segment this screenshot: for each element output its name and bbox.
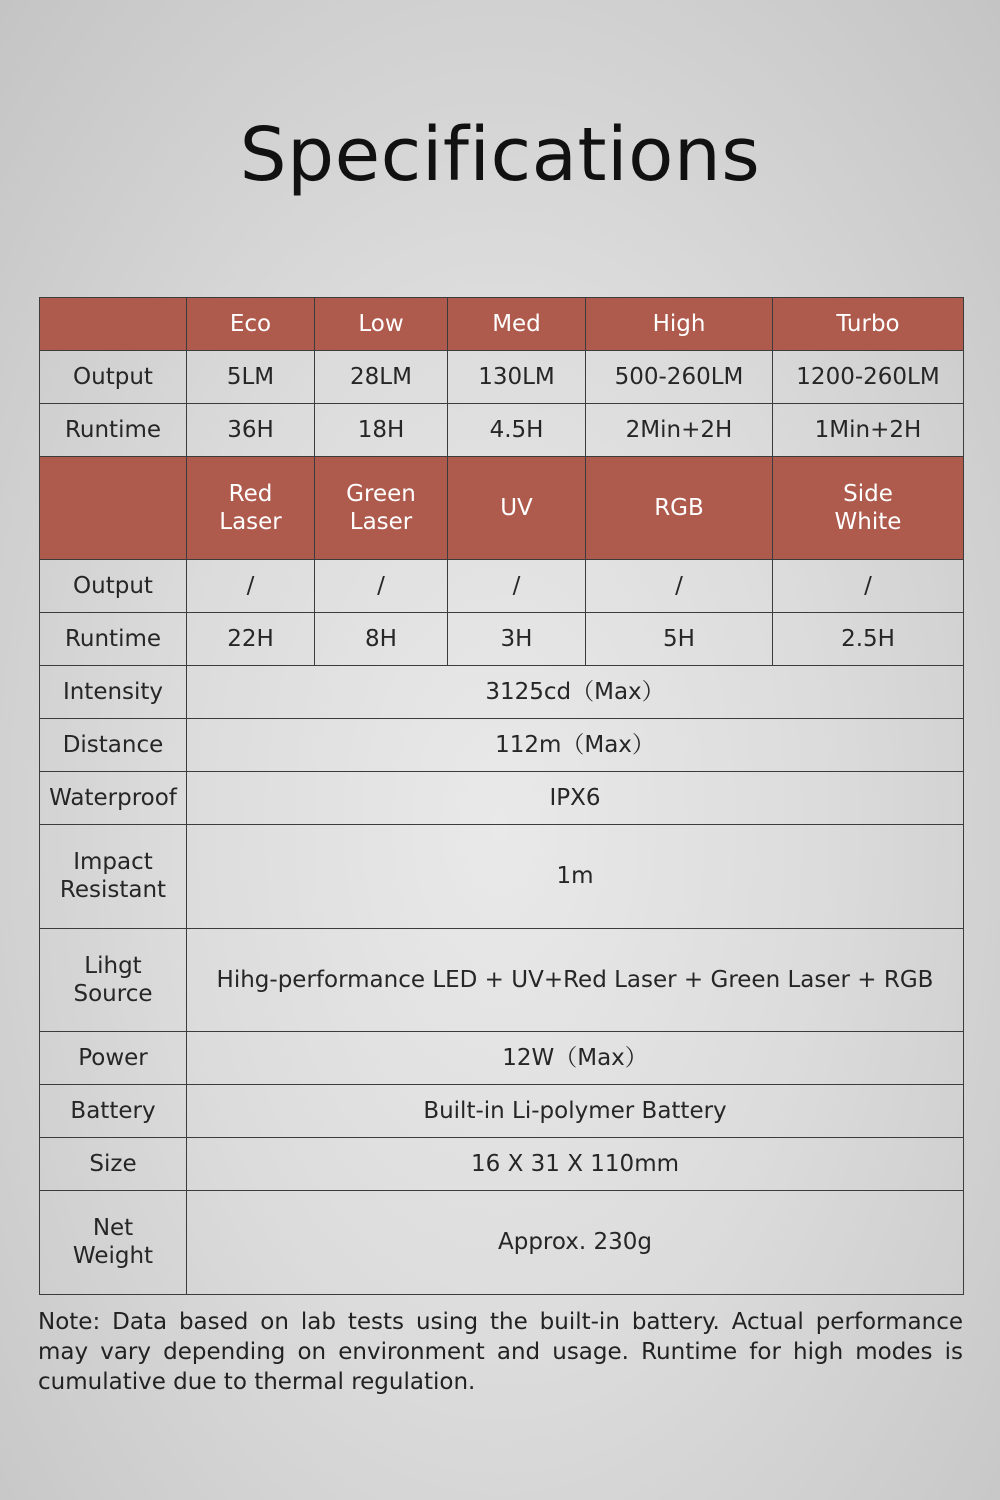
row-label: Battery (40, 1085, 187, 1138)
mode-header-cell: Low (315, 298, 448, 351)
waterproof-row (40, 771, 964, 824)
table-cell: 36H (187, 403, 315, 456)
table-cell: / (187, 560, 315, 613)
table-cell: 1200-260LM (773, 350, 964, 403)
spec-value: 112m（Max） (187, 718, 964, 771)
table-cell: 3H (448, 613, 586, 666)
distance-row (40, 718, 964, 771)
row-label: Net Weight (40, 1190, 187, 1294)
spec-value: 1m (187, 824, 964, 928)
table-cell: 28LM (315, 350, 448, 403)
table-cell: 5H (586, 613, 773, 666)
row-label: Distance (40, 718, 187, 771)
spec-value: 12W（Max） (187, 1032, 964, 1085)
light-source-row (40, 928, 964, 1032)
row-label: Intensity (40, 666, 187, 719)
aux-mode-header-cell: Side White (773, 456, 964, 560)
row-label: Size (40, 1138, 187, 1191)
aux-mode-header-cell: Green Laser (315, 456, 448, 560)
mode-header-row (40, 298, 964, 351)
spec-value: Approx. 230g (187, 1190, 964, 1294)
aux-mode-header-cell: Red Laser (187, 456, 315, 560)
table-cell: 2Min+2H (586, 403, 773, 456)
spec-value: Hihg-performance LED + UV+Red Laser + Green Laser + RGB (187, 928, 964, 1032)
table-cell: 1Min+2H (773, 403, 964, 456)
table-cell: / (773, 560, 964, 613)
header-corner-cell (40, 456, 187, 560)
row-label: Output (40, 350, 187, 403)
spec-value: 3125cd（Max） (187, 666, 964, 719)
row-label: Runtime (40, 613, 187, 666)
aux-mode-header-row (40, 456, 964, 560)
table-cell: 8H (315, 613, 448, 666)
impact-resistant-row (40, 824, 964, 928)
table-cell: 4.5H (448, 403, 586, 456)
header-corner-cell (40, 298, 187, 351)
mode-header-cell: High (586, 298, 773, 351)
spec-value: Built-in Li-polymer Battery (187, 1085, 964, 1138)
row-label: Output (40, 560, 187, 613)
aux-mode-header-cell: RGB (586, 456, 773, 560)
intensity-row (40, 666, 964, 719)
table-cell: 22H (187, 613, 315, 666)
table-cell: 500-260LM (586, 350, 773, 403)
aux-mode-header-cell: UV (448, 456, 586, 560)
table-cell: 130LM (448, 350, 586, 403)
mode-runtime-row (40, 403, 964, 456)
page-title: Specifications (239, 112, 761, 198)
mode-output-row (40, 350, 964, 403)
row-label: Power (40, 1032, 187, 1085)
specifications-table (39, 297, 964, 1295)
mode-header-cell: Med (448, 298, 586, 351)
table-cell: 18H (315, 403, 448, 456)
spec-value: IPX6 (187, 771, 964, 824)
spec-value: 16 X 31 X 110mm (187, 1138, 964, 1191)
row-label: Runtime (40, 403, 187, 456)
table-cell: / (315, 560, 448, 613)
table-cell: / (586, 560, 773, 613)
footnote: Note: Data based on lab tests using the built-in battery. Actual performance may vary depending on environment and usage. Runtime for high modes is cumulative due to thermal regulation. (38, 1309, 963, 1395)
row-label: Waterproof (40, 771, 187, 824)
battery-row (40, 1085, 964, 1138)
row-label: Lihgt Source (40, 928, 187, 1032)
aux-output-row (40, 560, 964, 613)
row-label: Impact Resistant (40, 824, 187, 928)
table-cell: 2.5H (773, 613, 964, 666)
mode-header-cell: Eco (187, 298, 315, 351)
size-row (40, 1138, 964, 1191)
aux-runtime-row (40, 613, 964, 666)
table-cell: 5LM (187, 350, 315, 403)
table-cell: / (448, 560, 586, 613)
net-weight-row (40, 1190, 964, 1294)
power-row (40, 1032, 964, 1085)
mode-header-cell: Turbo (773, 298, 964, 351)
